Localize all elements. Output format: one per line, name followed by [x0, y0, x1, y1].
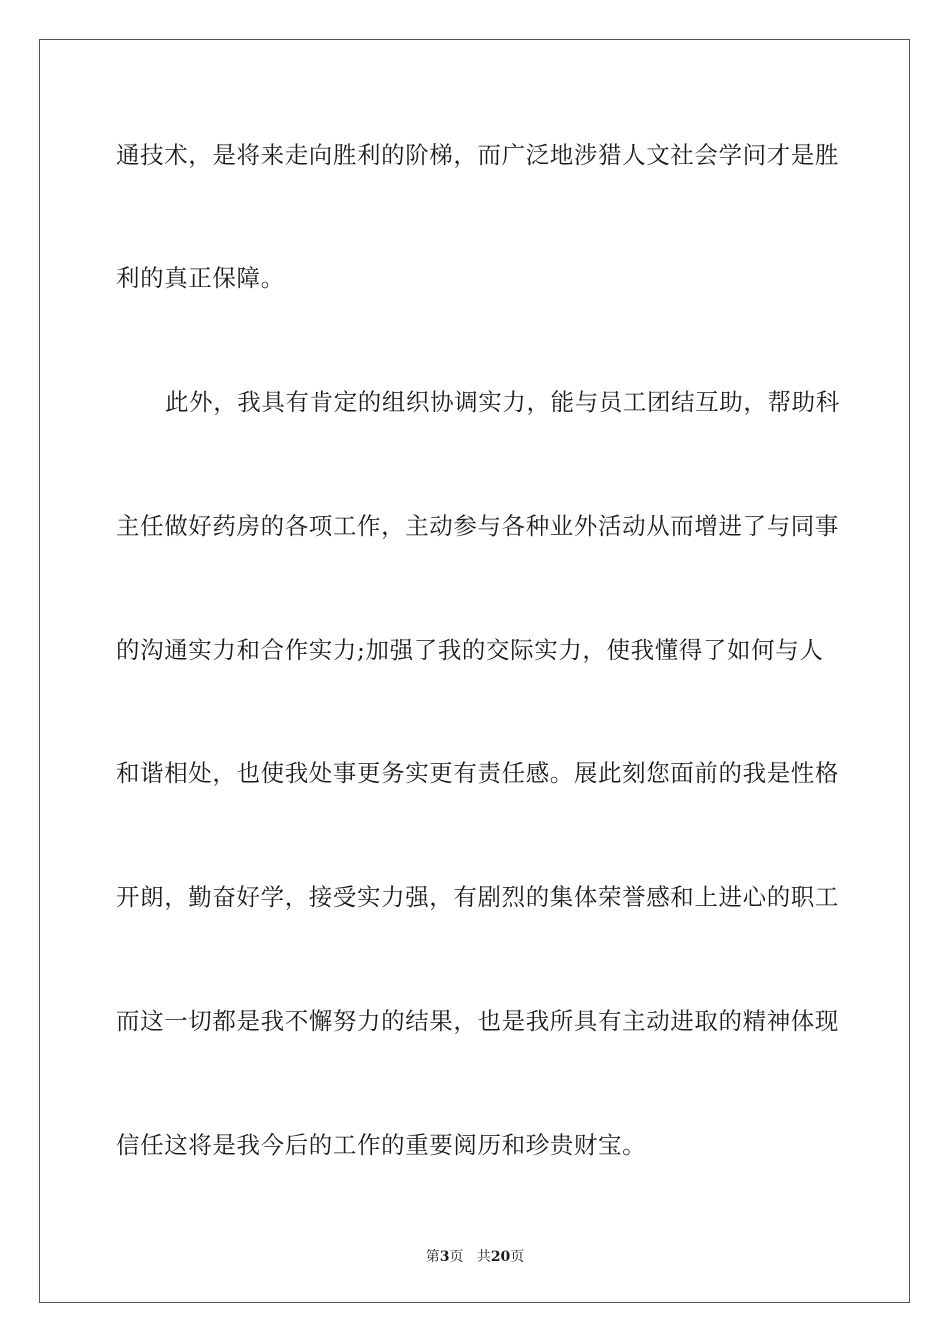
body-text-line-2: 利的真正保障。: [116, 264, 285, 292]
body-text-line-3: 此外，我具有肯定的组织协调实力，能与员工团结互助，帮助科: [165, 388, 840, 416]
page-number: 3: [439, 1249, 450, 1265]
page-suffix: 页: [449, 1249, 464, 1265]
body-text-line-4: 主任做好药房的各项工作，主动参与各种业外活动从而增进了与同事: [116, 512, 839, 540]
total-prefix: 共: [476, 1249, 491, 1265]
body-text-line-8: 而这一切都是我不懈努力的结果，也是我所具有主动进取的精神体现: [116, 1007, 839, 1035]
body-text-line-1: 通技术，是将来走向胜利的阶梯，而广泛地涉猎人文社会学问才是胜: [116, 141, 839, 169]
page-border: [39, 39, 910, 1303]
body-text-line-5: 的沟通实力和合作实力;加强了我的交际实力，使我懂得了如何与人: [116, 636, 824, 664]
total-pages: 20: [490, 1249, 511, 1265]
total-suffix: 页: [510, 1249, 525, 1265]
page-footer: [0, 1248, 950, 1266]
body-text-line-7: 开朗，勤奋好学，接受实力强，有剧烈的集体荣誉感和上进心的职工: [116, 883, 839, 911]
body-text-line-9: 信任这将是我今后的工作的重要阅历和珍贵财宝。: [116, 1131, 647, 1159]
page-prefix: 第: [425, 1249, 440, 1265]
body-text-line-6: 和谐相处，也使我处事更务实更有责任感。展此刻您面前的我是性格: [116, 759, 839, 787]
